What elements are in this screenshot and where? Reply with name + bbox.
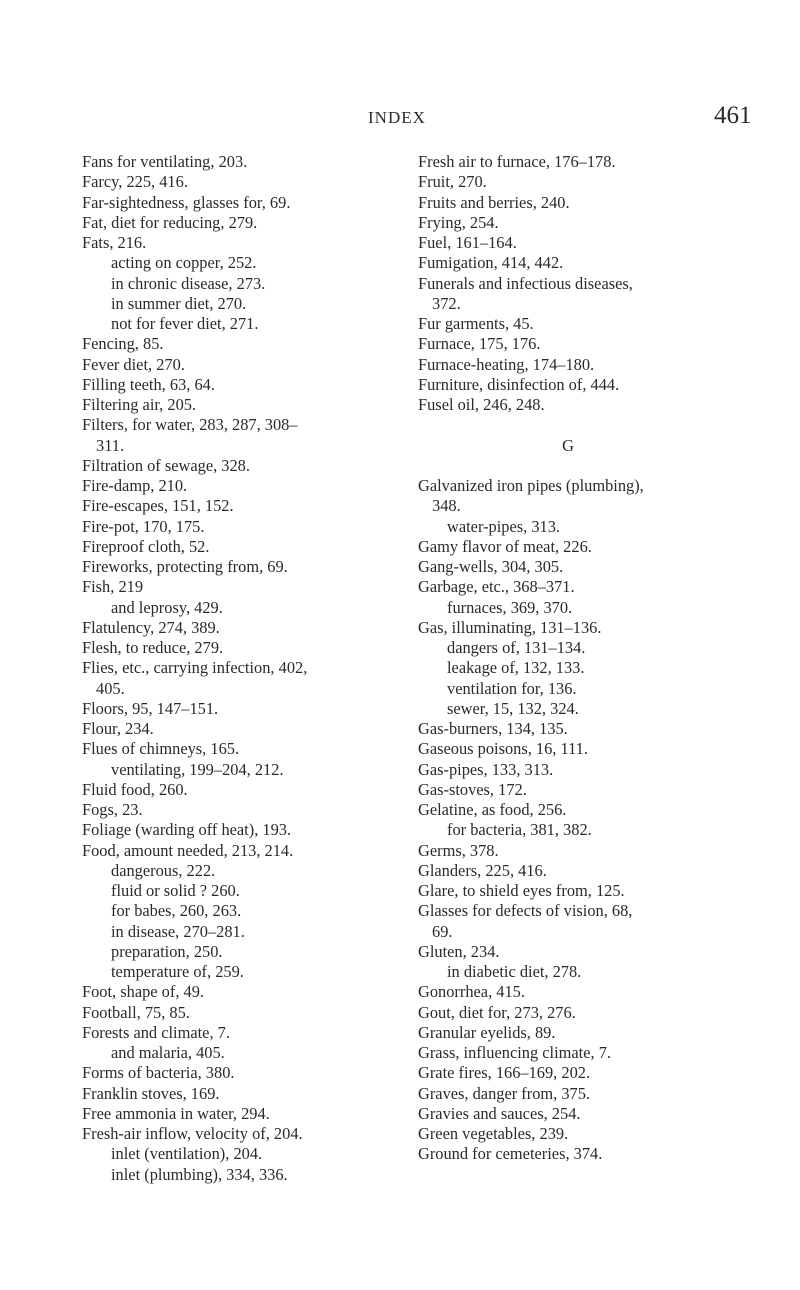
index-entry: 405. [96, 678, 125, 698]
index-entry: Fur garments, 45. [418, 314, 534, 333]
index-column-left [82, 152, 400, 1185]
index-entry: Fireworks, protecting from, 69. [82, 557, 288, 576]
index-entry: Funerals and infectious diseases, [418, 273, 633, 293]
index-entry: Fusel oil, 246, 248. [418, 395, 545, 414]
page-header [0, 100, 800, 140]
index-entry: Fruit, 270. [418, 172, 487, 192]
index-entry: in disease, 270–281. [111, 921, 245, 941]
index-entry: Farcy, 225, 416. [82, 172, 188, 192]
index-entry: dangerous, 222. [111, 860, 216, 880]
index-entry: Granular eyelids, 89. [418, 1022, 556, 1042]
section-letter: G [562, 435, 574, 455]
index-entry: Fogs, 23. [82, 800, 143, 819]
index-entry: Fats, 216. [82, 233, 147, 252]
index-entry: Gout, diet for, 273, 276. [418, 1002, 576, 1022]
index-entry: 311. [96, 435, 125, 455]
index-entry: and malaria, 405. [111, 1043, 225, 1062]
index-entry: Fuel, 161–164. [418, 233, 517, 252]
index-entry: Forests and climate, 7. [82, 1022, 230, 1042]
index-entry: Furnace-heating, 174–180. [418, 354, 595, 374]
index-entry: Furniture, disinfection of, 444. [418, 374, 620, 394]
index-entry: Grass, influencing climate, 7. [418, 1043, 611, 1062]
index-entry: Fruits and berries, 240. [418, 192, 570, 212]
index-entry: Fat, diet for reducing, 279. [82, 212, 258, 232]
index-entry: inlet (plumbing), 334, 336. [111, 1164, 288, 1184]
index-entry: Gang-wells, 304, 305. [418, 557, 564, 576]
index-entry: Gluten, 234. [418, 941, 500, 961]
index-entry: Filling teeth, 63, 64. [82, 374, 215, 394]
index-entry: Foot, shape of, 49. [82, 982, 205, 1002]
index-column-right [418, 152, 743, 1165]
index-entry: in chronic disease, 273. [111, 273, 266, 293]
index-entry: Gonorrhea, 415. [418, 982, 525, 1002]
index-entry: Filtering air, 205. [82, 395, 197, 414]
index-entry: Fencing, 85. [82, 334, 164, 354]
index-entry: Food, amount needed, 213, 214. [82, 840, 294, 860]
index-entry: temperature of, 259. [111, 962, 244, 981]
index-entry: Franklin stoves, 169. [82, 1083, 220, 1103]
index-entry: sewer, 15, 132, 324. [447, 698, 579, 718]
index-entry: Far-sightedness, glasses for, 69. [82, 192, 291, 212]
index-entry: inlet (ventilation), 204. [111, 1144, 263, 1164]
index-entry: Fresh-air inflow, velocity of, 204. [82, 1124, 303, 1143]
index-entry: Fire-escapes, 151, 152. [82, 496, 234, 516]
page-number: 461 [714, 102, 752, 129]
index-entry: not for fever diet, 271. [111, 314, 259, 333]
index-entry: fluid or solid ? 260. [111, 881, 240, 900]
index-entry: Galvanized iron pipes (plumbing), [418, 476, 644, 495]
index-entry: Glasses for defects of vision, 68, [418, 901, 633, 921]
index-entry: preparation, 250. [111, 941, 223, 961]
index-entry: Flies, etc., carrying infection, 402, [82, 658, 308, 678]
index-entry: Fumigation, 414, 442. [418, 253, 564, 273]
index-entry: Gas, illuminating, 131–136. [418, 617, 602, 637]
index-entry: for babes, 260, 263. [111, 901, 242, 921]
index-entry: furnaces, 369, 370. [447, 597, 573, 617]
index-entry: Gas-stoves, 172. [418, 779, 527, 799]
index-entry: Graves, danger from, 375. [418, 1083, 591, 1103]
index-entry: Filtration of sewage, 328. [82, 455, 250, 475]
spacer [418, 415, 743, 435]
index-entry: 348. [432, 496, 461, 516]
index-entry: Gas-burners, 134, 135. [418, 719, 568, 738]
index-entry: acting on copper, 252. [111, 253, 257, 273]
index-entry: Gravies and sauces, 254. [418, 1103, 581, 1123]
spacer [418, 456, 743, 476]
index-entry: Floors, 95, 147–151. [82, 698, 219, 718]
index-entry: Garbage, etc., 368–371. [418, 577, 575, 597]
index-entry: Green vegetables, 239. [418, 1124, 569, 1143]
index-entry: for bacteria, 381, 382. [447, 820, 592, 840]
index-entry: Fire-pot, 170, 175. [82, 516, 205, 536]
index-entry: Fresh air to furnace, 176–178. [418, 152, 616, 171]
index-entry: and leprosy, 429. [111, 597, 223, 617]
index-entry: 69. [432, 921, 453, 941]
index-entry: dangers of, 131–134. [447, 638, 586, 657]
index-entry: Fireproof cloth, 52. [82, 536, 210, 556]
index-entry: Forms of bacteria, 380. [82, 1063, 235, 1083]
index-entry: Gas-pipes, 133, 313. [418, 759, 554, 779]
index-entry: Glare, to shield eyes from, 125. [418, 881, 625, 900]
index-entry: Filters, for water, 283, 287, 308– [82, 415, 298, 435]
index-entry: Fever diet, 270. [82, 354, 185, 374]
index-entry: ventilation for, 136. [447, 678, 577, 698]
index-entry: leakage of, 132, 133. [447, 658, 585, 678]
index-entry: Glanders, 225, 416. [418, 860, 547, 880]
index-entry: Fish, 219 [82, 577, 144, 597]
index-entry: Gaseous poisons, 16, 111. [418, 739, 588, 759]
index-entry: Gelatine, as food, 256. [418, 800, 567, 819]
index-entry: in diabetic diet, 278. [447, 962, 582, 981]
index-entry: ventilating, 199–204, 212. [111, 759, 284, 779]
index-entry: Flatulency, 274, 389. [82, 617, 220, 637]
index-entry: 372. [432, 293, 461, 313]
index-entry: Free ammonia in water, 294. [82, 1103, 270, 1123]
index-entry: Foliage (warding off heat), 193. [82, 820, 292, 840]
index-entry: water-pipes, 313. [447, 516, 561, 536]
index-entry: Furnace, 175, 176. [418, 334, 541, 354]
index-entry: Fans for ventilating, 203. [82, 152, 248, 171]
index-entry: Ground for cemeteries, 374. [418, 1144, 603, 1164]
index-entry: Germs, 378. [418, 840, 499, 860]
index-entry: Flues of chimneys, 165. [82, 739, 240, 759]
index-entry: Grate fires, 166–169, 202. [418, 1063, 591, 1083]
index-entry: Gamy flavor of meat, 226. [418, 536, 592, 556]
index-entry: Flour, 234. [82, 719, 154, 738]
index-entry: in summer diet, 270. [111, 293, 247, 313]
index-entry: Football, 75, 85. [82, 1002, 190, 1022]
index-entry: Fluid food, 260. [82, 779, 188, 799]
running-title: INDEX [368, 108, 426, 127]
index-entry: Flesh, to reduce, 279. [82, 638, 224, 657]
index-entry: Frying, 254. [418, 212, 499, 232]
index-entry: Fire-damp, 210. [82, 476, 188, 495]
